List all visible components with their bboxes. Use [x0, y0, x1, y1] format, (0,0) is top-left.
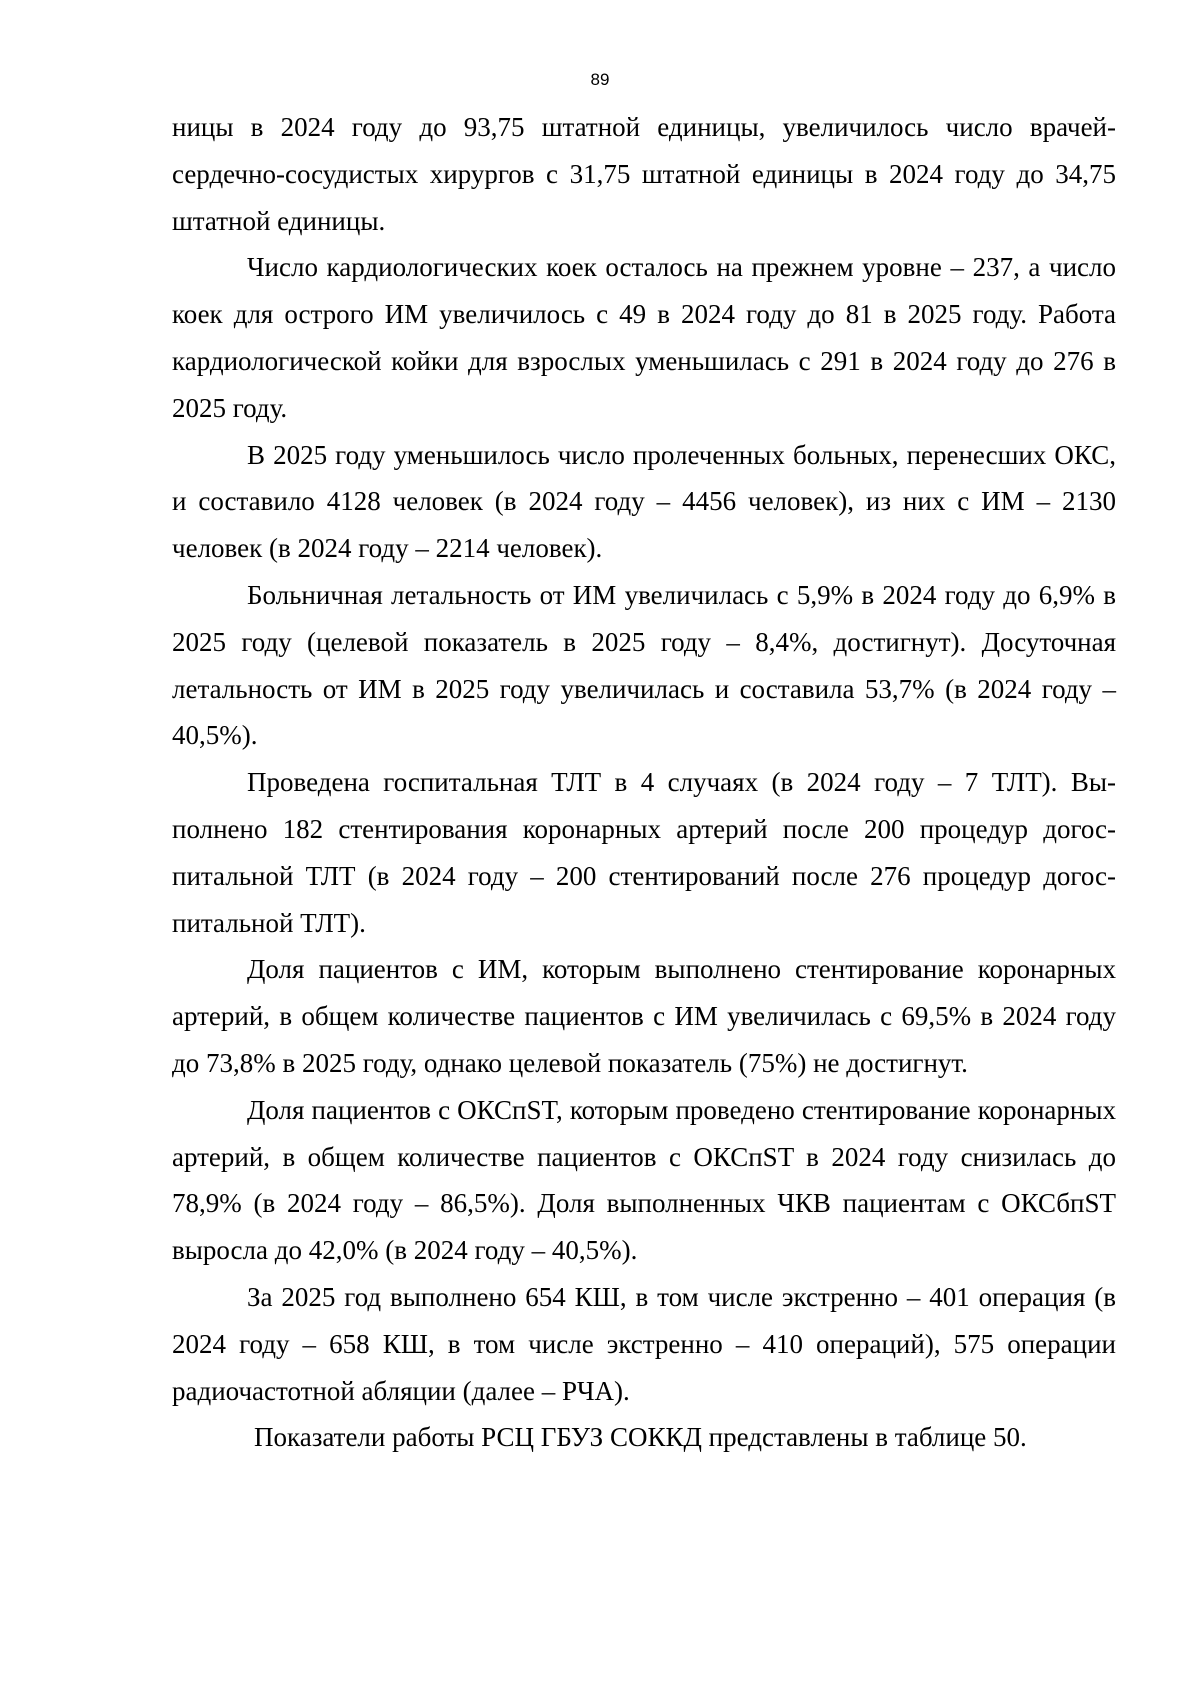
paragraph-table-reference: Показатели работы РСЦ ГБУЗ СОККД представлены в таблице 50.	[254, 1422, 1027, 1453]
paragraph-mi-stenting-share: Доля пациентов с ИМ, которым выполнено стентирование коронарных артерий, в общем количестве пациентов с ИМ увеличилась с 69,5% в 2024 году до 73,8% в 2025 году, однако целевой показатель (75%) не достигнут.	[172, 954, 1116, 1078]
paragraph-cardiology-beds: Число кардиологических коек осталось на прежнем уровне – 237, а число коек для острого ИМ увеличилось с 49 в 2024 году до 81 в 2025 году. Работа кардиологической койки для взрослых уменьшилась с 291 в 2024 году до 276 в 2025 году.	[172, 252, 1116, 423]
paragraph-mi-mortality: Больничная летальность от ИМ увеличилась с 5,9% в 2024 году до 6,9% в 2025 году (целевой показатель в 2025 году – 8,4%, достигнут). Досуточная летальность от ИМ в 2025 году увеличилась и составила 53,7% (в 2024 году – 40,5%).	[172, 579, 1116, 751]
paragraph-thrombolysis: Проведена госпитальная ТЛТ в 4 случаях (в 2024 году – 7 ТЛТ). Выполнено 182 стентирования коронарных артерий после 200 процедур догоспитальной ТЛТ (в 2024 году – 200 стентирований после 276 процедур догоспитальной ТЛТ).	[172, 767, 1116, 938]
paragraph-staffing-continuation: ницы в 2024 году до 93,75 штатной единицы, увеличилось число врачей-сердечно-сосудистых хирургов с 31,75 штатной единицы в 2024 году до 34,75 штатной единицы.	[172, 112, 1116, 236]
paragraph-stemi-stenting-share: Доля пациентов с ОКСпST, которым проведено стентирование коронарных артерий, в общем количестве пациентов с ОКСпST в 2024 году снизилась до 78,9% (в 2024 году – 86,5%). Доля выполненных ЧКВ пациентам с ОКСбпST выросла до 42,0% (в 2024 году – 40,5%).	[172, 1094, 1116, 1266]
paragraph-acs-patients: В 2025 году уменьшилось число пролеченных больных, перенесших ОКС, и составило 4128 человек (в 2024 году – 4456 человек), из них с ИМ – 2130 человек (в 2024 году – 2214 человек).	[172, 439, 1116, 564]
page-number: 89	[590, 70, 610, 89]
document-body	[172, 104, 1116, 1461]
paragraph-cabg-operations: За 2025 год выполнено 654 КШ, в том числе экстренно – 401 операция (в 2024 году – 658 КШ, в том числе экстренно – 410 операций), 575 операции радиочастотной абляции (далее – РЧА).	[172, 1281, 1116, 1406]
